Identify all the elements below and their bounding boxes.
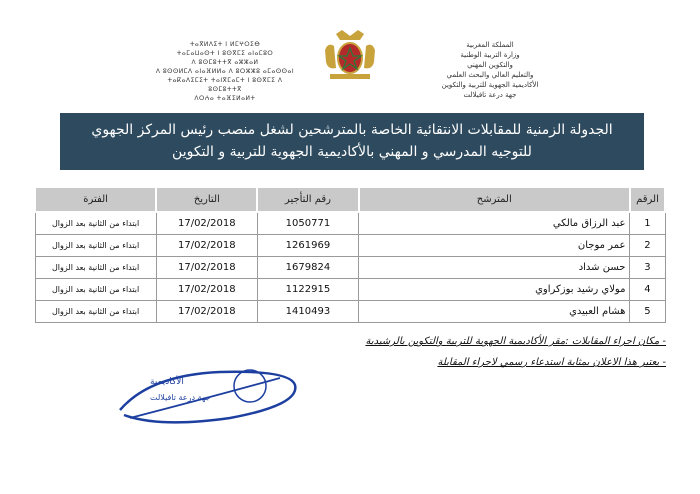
cell-date: 17/02/2018 xyxy=(156,301,257,323)
moroccan-emblem-icon xyxy=(322,30,378,80)
note-official-convocation: - يعتبر هذا الاعلان بمثابة استدعاء رسمي لاجراء المقابلة xyxy=(437,357,666,368)
schedule-table xyxy=(34,186,666,323)
cell-period: ابتداء من الثانية بعد الزوال xyxy=(35,301,156,323)
cell-period: ابتداء من الثانية بعد الزوال xyxy=(35,257,156,279)
table-row xyxy=(35,235,665,257)
header-num: الرقم xyxy=(630,187,665,212)
header-left-line: ⵜⴰⴽⴰⴷⵉⵎⵉⵜ ⵜⴰⵏⴳⵎⴰⵎⵜ ⵏ ⵓⵙⴳⵎⵉ ⴷ ⵓⵙⵎⵓⵜⵜⴳ xyxy=(167,77,283,93)
header-period: الفترة xyxy=(35,187,156,212)
header-left-tifinagh xyxy=(150,40,300,103)
document-title xyxy=(60,113,644,170)
cell-period: ابتداء من الثانية بعد الزوال xyxy=(35,235,156,257)
cell-reg-number: 1679824 xyxy=(257,257,358,279)
header-right-line: الأكاديمية الجهوية للتربية والتكوين xyxy=(441,81,539,89)
header-left-line: ⵜⴰⵎⴰⵡⴰⵙⵜ ⵏ ⵓⵙⴳⵎⵉ ⴰⵏⴰⵎⵓⵔ xyxy=(176,50,274,57)
header-left-line: ⵜⴰⴳⵍⴷⵉⵜ ⵏ ⵍⵎⵖⵔⵉⴱ xyxy=(189,41,261,48)
header-right-arabic xyxy=(420,40,560,100)
note-interview-location: - مكان اجراء المقابلات :مقر الأكاديمية الجهوية للتربية والتكوين بالرشيدية xyxy=(365,336,666,347)
title-line-2: للتوجيه المدرسي و المهني بالأكاديمية الجهوية للتربية و التكوين xyxy=(172,144,532,160)
cell-date: 17/02/2018 xyxy=(156,212,257,235)
cell-candidate: عمر موجان xyxy=(359,235,630,257)
cell-date: 17/02/2018 xyxy=(156,235,257,257)
table-row xyxy=(35,301,665,323)
cell-date: 17/02/2018 xyxy=(156,257,257,279)
header-right-line: جهة درعة تافيلالت xyxy=(463,91,517,99)
cell-reg-number: 1050771 xyxy=(257,212,358,235)
cell-candidate: مولاي رشيد بوزكراوي xyxy=(359,279,630,301)
title-line-1: الجدولة الزمنية للمقابلات الانتقائية الخاصة بالمترشحين لشغل منصب رئيس المركز الجهوي xyxy=(91,122,613,138)
cell-num: 1 xyxy=(630,212,665,235)
cell-period: ابتداء من الثانية بعد الزوال xyxy=(35,279,156,301)
header-left-line: ⴷ ⵓⵙⵙⵍⵎⴷ ⴰⵏⴰⴼⵍⵍⴰ ⴷ ⵓⵔⵣⵣⵓ ⴰⵎⴰⵙⵙⴰⵏ xyxy=(155,68,295,75)
cell-reg-number: 1122915 xyxy=(257,279,358,301)
cell-date: 17/02/2018 xyxy=(156,279,257,301)
header-candidate: المترشح xyxy=(359,187,630,212)
stamp-line-1: الأكاديمية xyxy=(150,377,184,387)
header-right-line: المملكة المغربية xyxy=(466,41,514,49)
cell-period: ابتداء من الثانية بعد الزوال xyxy=(35,212,156,235)
cell-num: 4 xyxy=(630,279,665,301)
cell-reg-number: 1261969 xyxy=(257,235,358,257)
header-right-line: والتعليم العالي والبحث العلمي xyxy=(446,71,534,79)
header-left-line: ⴷ ⵓⵙⵎⵓⵜⵜⴳ ⴰⵣⵣⴰⵍ xyxy=(191,59,259,66)
header-date: التاريخ xyxy=(156,187,257,212)
header-right-line: وزارة التربية الوطنية xyxy=(460,51,520,59)
cell-num: 3 xyxy=(630,257,665,279)
cell-num: 2 xyxy=(630,235,665,257)
cell-candidate: عبد الرزاق مالكي xyxy=(359,212,630,235)
cell-candidate: حسن شداد xyxy=(359,257,630,279)
header-reg-number: رقم التأجير xyxy=(257,187,358,212)
table-row xyxy=(35,212,665,235)
cell-candidate: هشام العبيدي xyxy=(359,301,630,323)
table-header-row xyxy=(35,187,665,212)
cell-reg-number: 1410493 xyxy=(257,301,358,323)
stamp-signature-icon xyxy=(110,360,310,430)
table-row xyxy=(35,279,665,301)
header-left-line: ⴷⵔⵄⴰ ⵜⴰⴼⵉⵍⴰⵍⵜ xyxy=(194,95,256,102)
table-row xyxy=(35,257,665,279)
cell-num: 5 xyxy=(630,301,665,323)
stamp-line-2: جهة درعة تافيلالت xyxy=(150,393,211,402)
header-right-line: والتكوين المهني xyxy=(467,61,513,69)
